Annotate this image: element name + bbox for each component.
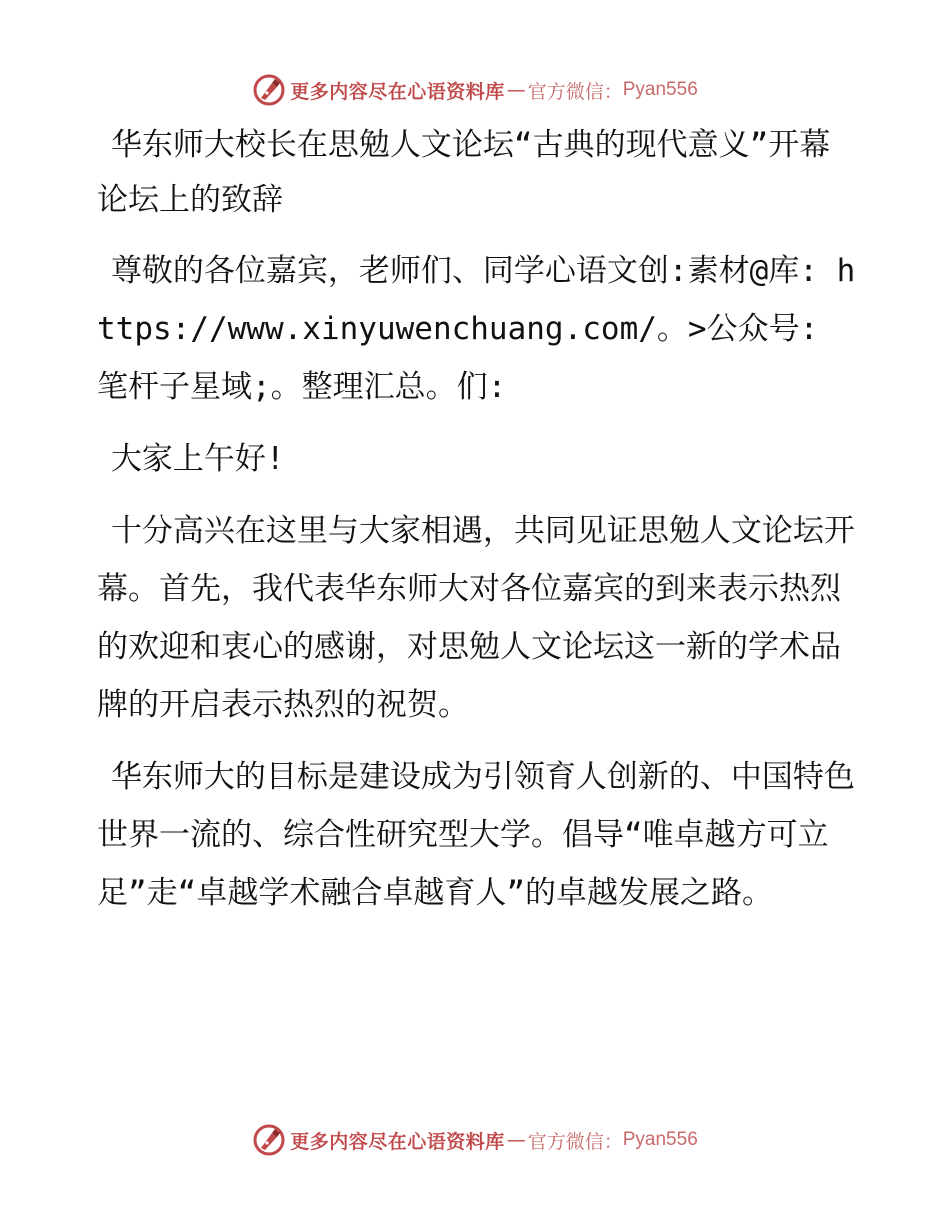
- banner-dash: —: [506, 79, 526, 101]
- paragraph-goal: 华东师大的目标是建设成为引领育人创新的、中国特色世界一流的、综合性研究型大学。倡导“唯卓越方可立足”走“卓越学术融合卓越育人”的卓越发展之路。: [97, 759, 855, 911]
- header-watermark-banner: [0, 70, 950, 110]
- banner-dash: —: [506, 1129, 526, 1151]
- banner-wechat-id: Pyan556: [622, 1129, 698, 1150]
- pen-nib-circle-icon: [252, 1123, 286, 1157]
- paragraph-morning: 大家上午好!: [110, 441, 285, 477]
- paragraph-welcome: 十分高兴在这里与大家相遇，共同见证思勉人文论坛开幕。首先，我代表华东师大对各位嘉宾的到来表示热烈的欢迎和衷心的感谢，对思勉人文论坛这一新的学术品牌的开启表示热烈的祝贺。: [97, 513, 855, 723]
- banner-official-label: 官方微信：: [527, 1130, 623, 1153]
- document-body: [97, 118, 857, 936]
- banner-official-label: 官方微信：: [527, 80, 623, 103]
- banner-slogan: 更多内容尽在心语资料库: [290, 80, 505, 103]
- banner-wechat-id: Pyan556: [622, 79, 698, 100]
- pen-nib-circle-icon: [252, 73, 286, 107]
- paragraph-greeting: 尊敬的各位嘉宾，老师们、同学心语文创:素材@库: https://www.xinyuwenchuang.com/。>公众号: 笔杆子星域;。整理汇总。们:: [97, 253, 856, 405]
- banner-slogan: 更多内容尽在心语资料库: [290, 1130, 505, 1153]
- document-title: 华东师大校长在思勉人文论坛“古典的现代意义”开幕论坛上的致辞: [97, 127, 831, 218]
- footer-watermark-banner: [0, 1120, 950, 1160]
